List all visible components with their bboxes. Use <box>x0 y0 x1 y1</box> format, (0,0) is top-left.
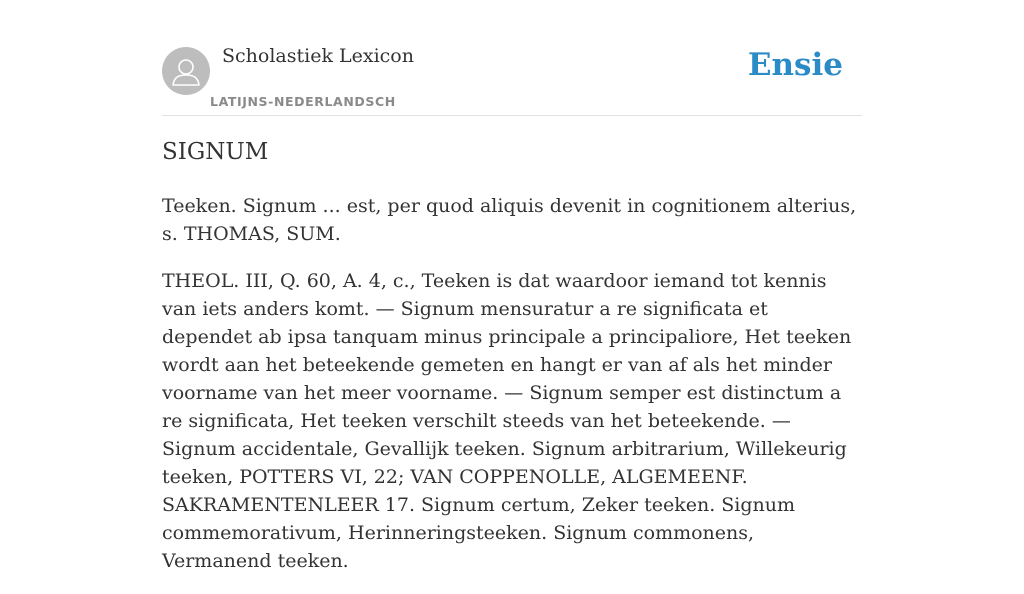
entry-definition <box>162 192 862 594</box>
dictionary-title-link[interactable]: Scholastiek Lexicon <box>222 45 414 67</box>
dictionary-subtitle: LATIJNS-NEDERLANDSCH <box>210 94 396 109</box>
avatar[interactable] <box>162 47 210 95</box>
definition-paragraph: Teeken. Signum ... est, per quod aliquis devenit in cognitionem alterius, s. THOMAS, SUM. <box>162 195 857 245</box>
user-icon <box>162 47 210 95</box>
dictionary-header <box>162 0 862 116</box>
entry-headword: SIGNUM <box>162 139 269 165</box>
brand-logo-link[interactable]: Ensie <box>747 47 843 83</box>
definition-paragraph: THEOL. III, Q. 60, A. 4, c., Teeken is dat waardoor iemand tot kennis van iets anders komt. — Signum mensuratur a re significata et dependet ab ipsa tanquam minus principale a principaliore, Het teeken wordt aan het beteekende gemeten en hangt er van af als het minder voorname van het meer voorname. — Signum semper est distinctum a re significata, Het teeken verschilt steeds van het beteekende. — Signum accidentale, Gevallijk teeken. Signum arbitrarium, Willekeurig teeken, POTTERS VI, 22; VAN COPPENOLLE, ALGEMEENF. SAKRAMENTENLEER 17. Signum certum, Zeker teeken. Signum commemorativum, Herinneringsteeken. Signum commonens, Vermanend teeken. <box>162 270 852 572</box>
